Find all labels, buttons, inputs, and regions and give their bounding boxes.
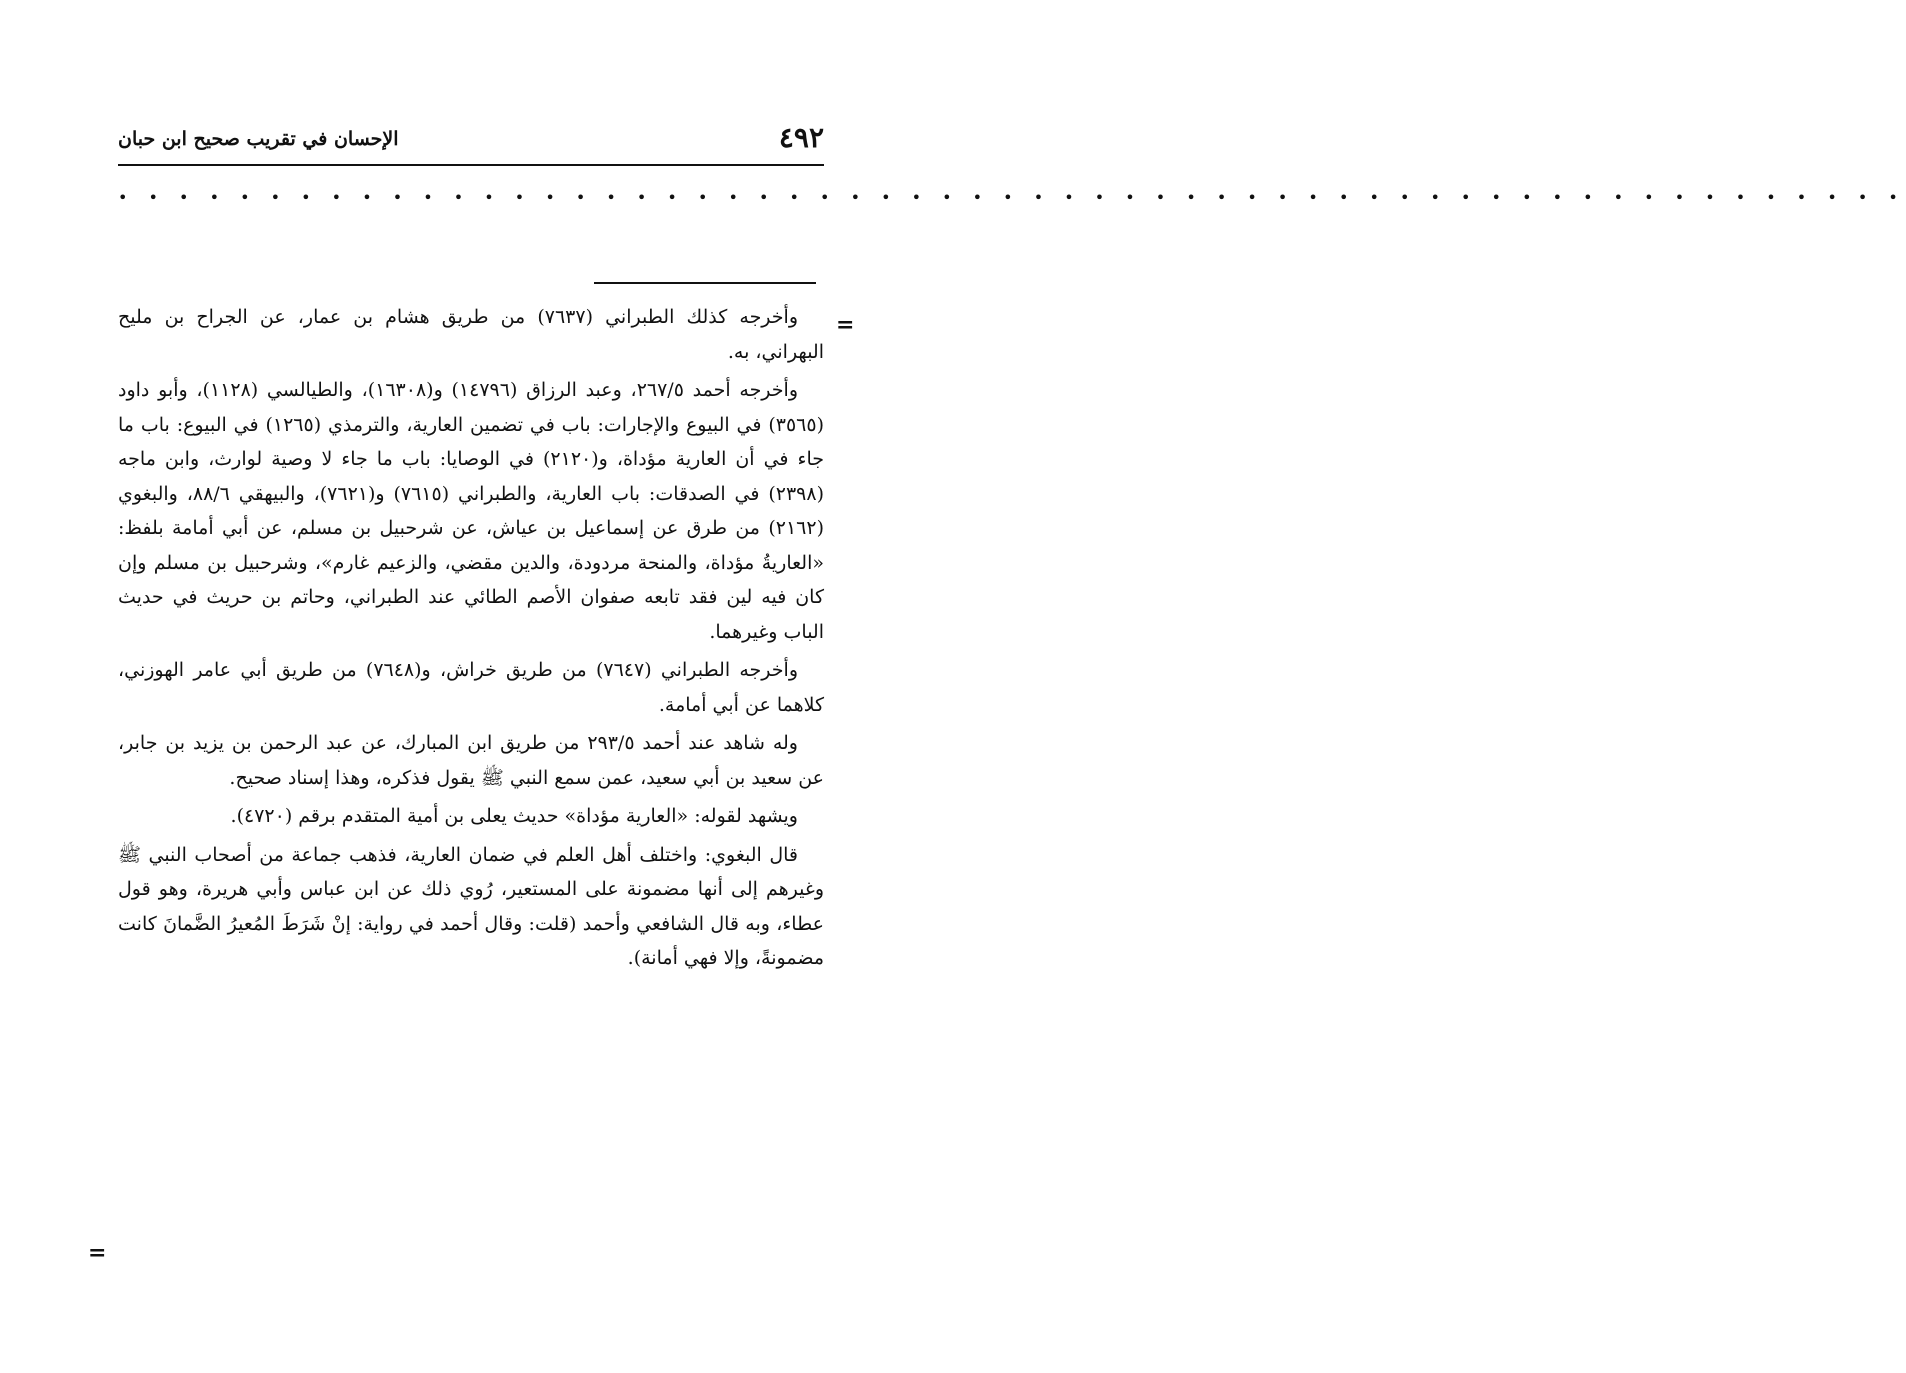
footnote-paragraph: وأخرجه كذلك الطبراني (٧٦٣٧) من طريق هشام بن عمار، عن الجراح بن مليح البهراني، به. (118, 306, 824, 363)
footnote-paragraph: ويشهد لقوله: «العارية مؤداة» حديث يعلى بن أمية المتقدم برقم (٤٧٢٠). (230, 805, 798, 827)
footnote-paragraph: وأخرجه الطبراني (٧٦٤٧) من طريق خراش، و(٧٦٤٨) من طريق أبي عامر الهوزني، كلاهما عن أبي أمامة. (118, 659, 824, 716)
dotted-separator: • • • • • • • • • • • • • • • • • • • • • • • • • • • • • • • • • • • • • • • • • • • • • • • • • • • • • • • • • • • (118, 188, 1906, 207)
footnote-rule (594, 282, 816, 284)
page-number: ٤٩٢ (778, 121, 824, 154)
page-header (118, 118, 824, 164)
continuation-mark-top: = (836, 312, 855, 338)
footnote-paragraph: وله شاهد عند أحمد ٢٩٣/٥ من طريق ابن المبارك، عن عبد الرحمن بن يزيد بن جابر، عن سعيد بن أبي سعيد، عمن سمع النبي ﷺ يقول فذكره، وهذا إسناد صحيح. (118, 732, 824, 789)
header-rule (118, 164, 824, 166)
footnote-paragraph: وأخرجه أحمد ٢٦٧/٥، وعبد الرزاق (١٤٧٩٦) و(١٦٣٠٨)، والطيالسي (١١٢٨)، وأبو داود (٣٥٦٥) في البيوع والإجارات: باب في تضمين العارية، والترمذي (١٢٦٥) في البيوع: باب ما جاء في أن العارية مؤداة، و(٢١٢٠) في الوصايا: باب ما جاء لا وصية لوارث، وابن ماجه (٢٣٩٨) في الصدقات: باب العارية، والطبراني (٧٦١٥) و(٧٦٢١)، والبيهقي ٨٨/٦، والبغوي (٢١٦٢) من طرق عن إسماعيل بن عياش، عن شرحبيل بن مسلم، عن أبي أمامة بلفظ: «العاريةُ مؤداة، والمنحة مردودة، والدين مقضي، والزعيم غارم»، وشرحبيل بن مسلم وإن كان فيه لين فقد تابعه صفوان الأصم الطائي عند الطبراني، وحاتم بن حريث في حديث الباب وغيرهما. (118, 379, 825, 643)
continuation-mark-bottom: = (88, 1240, 107, 1266)
footnotes (118, 300, 824, 1300)
footnote-paragraph: قال البغوي: واختلف أهل العلم في ضمان العارية، فذهب جماعة من أصحاب النبي ﷺ وغيرهم إلى أنها مضمونة على المستعير، رُوي ذلك عن ابن عباس وأبي هريرة، وهو قول عطاء، وبه قال الشافعي وأحمد (قلت: وقال أحمد في رواية: إنْ شَرَطَ المُعيرُ الضَّمانَ كانت مضمونةً، وإلا فهي أمانة). (118, 843, 824, 969)
running-title: الإحسان في تقريب صحيح ابن حبان (118, 128, 399, 150)
